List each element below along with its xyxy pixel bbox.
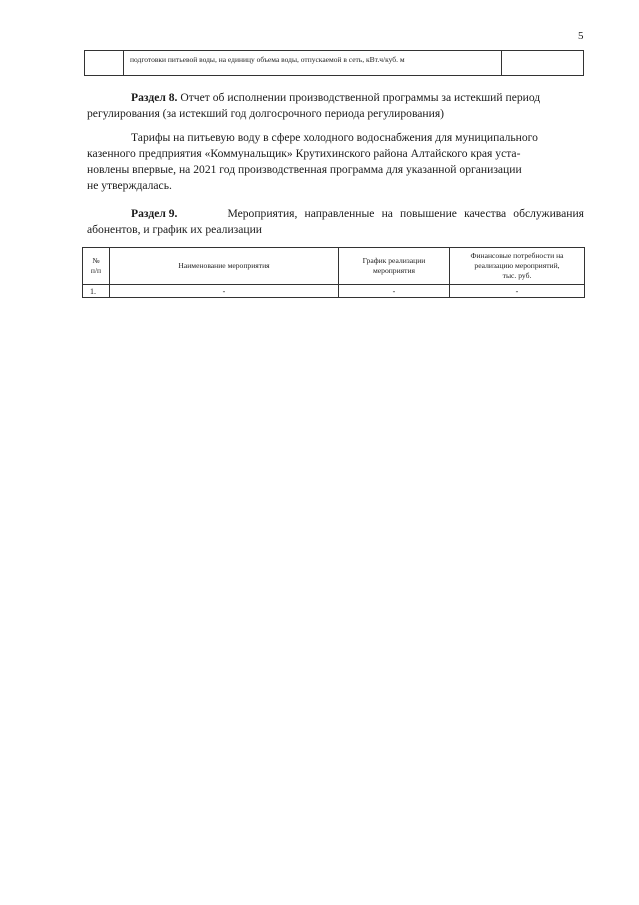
tariff-line-3: новлены впервые, на 2021 год производственная программа для указанной организации <box>87 163 522 176</box>
section-8-heading <box>87 90 584 122</box>
page-number: 5 <box>578 30 584 42</box>
row-schedule: - <box>339 285 450 298</box>
table-header-row <box>83 248 585 285</box>
section-9-title-line1: Мероприятия, направленные на повышение качества обслуживания <box>227 207 584 220</box>
row-finance: - <box>450 285 585 298</box>
table-row <box>85 51 584 76</box>
energy-consumption-table <box>84 50 584 76</box>
section-8-label: Раздел 8. <box>131 91 178 104</box>
section-9-heading <box>87 206 584 238</box>
table-row <box>83 285 585 298</box>
table-cell-value <box>502 51 584 76</box>
header-name: Наименование мероприятия <box>110 248 339 285</box>
tariff-line-2: казенного предприятия «Коммунальщик» Крутихинского района Алтайского края уста- <box>87 147 521 160</box>
tariff-line-4: не утверждалась. <box>87 179 172 192</box>
row-name: - <box>110 285 339 298</box>
tariff-paragraph <box>87 130 584 194</box>
table-cell-empty <box>85 51 124 76</box>
measures-table <box>82 247 585 298</box>
section-9-label: Раздел 9. <box>131 207 178 220</box>
section-8-title-line2: регулирования (за истекший год долгосрочного периода регулирования) <box>87 107 445 120</box>
row-num: 1. <box>83 285 110 298</box>
header-schedule: График реализации мероприятия <box>339 248 450 285</box>
section-8-title-line1: Отчет об исполнении производственной программы за истекший период <box>180 91 541 104</box>
table-cell-indicator: подготовки питьевой воды, на единицу объема воды, отпускаемой в сеть, кВт.ч/куб. м <box>124 51 502 76</box>
tariff-line-1: Тарифы на питьевую воду в сфере холодного водоснабжения для муниципального <box>131 131 538 144</box>
section-9-title-line2: абонентов, и график их реализации <box>87 223 262 236</box>
header-finance: Финансовые потребности на реализацию мероприятий, тыс. руб. <box>450 248 585 285</box>
header-num: № п/п <box>83 248 110 285</box>
